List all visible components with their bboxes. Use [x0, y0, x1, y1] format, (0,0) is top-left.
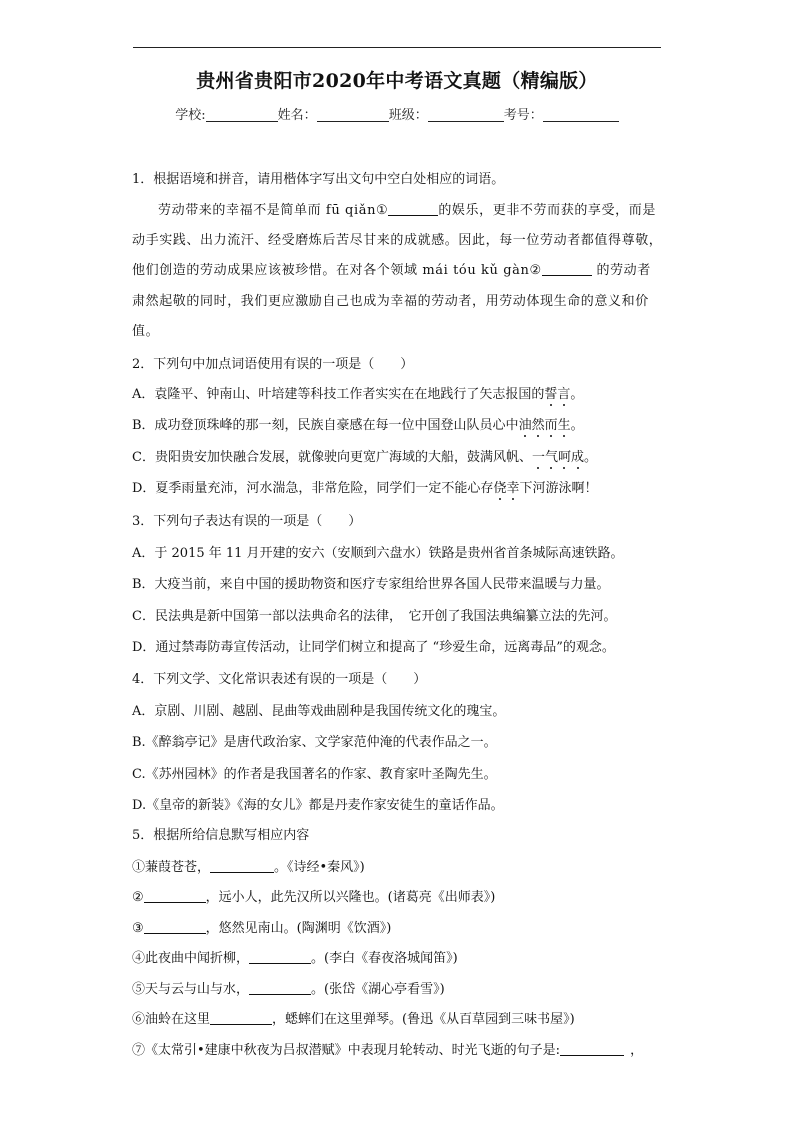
dotted-char: 侥 — [493, 481, 507, 496]
q5-item-4 — [132, 949, 458, 969]
item-text: ，悠然见南山。(陶渊明《饮酒》) — [205, 921, 392, 936]
item-text: ，远小人，此先汉所以兴隆也。(诸葛亮《出师表》) — [205, 890, 496, 905]
q2-stem: 2．下列句中加点词语使用有误的一项是（ ） — [132, 357, 414, 372]
q5-item-2 — [132, 888, 495, 908]
q3-option-d[interactable]: D．通过禁毒防毒宣传活动，让同学们树立和提高了 “珍爱生命，远离毒品”的观念。 — [132, 640, 615, 655]
item-text: ② — [132, 890, 144, 905]
dotted-char: 而 — [544, 418, 558, 433]
option-text: 下河游泳啊！ — [519, 481, 598, 496]
q1-passage-line-2: 动手实践、出力流汗、经受磨炼后苦尽甘来的成就感。因此，每一位劳动者都值得尊敬， — [132, 233, 663, 248]
q2-option-b[interactable] — [132, 416, 584, 436]
item-text: 。(张岱《湖心亭看雪》) — [311, 982, 445, 997]
name-blank[interactable] — [317, 107, 389, 122]
dotted-char: 呵 — [557, 450, 571, 465]
q1-passage-line-4: 肃然起敬的同时，我们更应激励自己也成为幸福的劳动者，用劳动体现生命的意义和价 — [132, 294, 649, 309]
q5-item-5 — [132, 980, 445, 1000]
q4-option-c[interactable]: C.《苏州园林》的作者是我国著名的作家、教育家叶圣陶先生。 — [132, 767, 497, 782]
dotted-char: 誓 — [544, 387, 558, 402]
page-title: 贵州省贵阳市2020年中考语文真题（精编版） — [196, 70, 598, 92]
q1-text-part: 的娱乐，更非不劳而获的享受，而是 — [438, 203, 656, 218]
q5-blank-7[interactable] — [560, 1041, 624, 1056]
option-text: C．贵阳贵安加快融合发展，就像驶向更宽广海域的大船，鼓满风帆、 — [132, 450, 532, 465]
item-text: ⑥油蛉在这里 — [132, 1012, 211, 1027]
item-text: ③ — [132, 921, 144, 936]
q4-stem: 4．下列文学、文化常识表述有误的一项是（ ） — [132, 672, 427, 687]
dotted-char: 气 — [544, 450, 558, 465]
dotted-char: 一 — [531, 450, 545, 465]
q1-text-part: 劳动带来的幸福不是简单而 fū qiǎn① — [158, 203, 389, 218]
q1-passage-line-1 — [158, 201, 656, 221]
q1-text-part: 他们创造的劳动成果应该被珍惜。在对各个领域 mái tóu kǔ gàn② — [132, 263, 542, 278]
q2-option-a[interactable] — [132, 385, 583, 405]
dotted-char: 生 — [557, 418, 571, 433]
q5-item-1 — [132, 858, 365, 878]
item-text: ，蟋蟀们在这里弹琴。(鲁迅《从百草园到三味书屋》) — [272, 1012, 575, 1027]
q5-blank-6[interactable] — [210, 1010, 272, 1025]
dotted-char: 然 — [531, 418, 545, 433]
dotted-char: 幸 — [506, 481, 520, 496]
number-label: 考号： — [503, 108, 543, 123]
q5-item-7 — [132, 1041, 643, 1061]
option-text: A．袁隆平、钟南山、叶培建等科技工作者实实在在地践行了矢志报国的 — [132, 387, 545, 402]
school-label: 学校: — [175, 108, 206, 123]
dotted-char: 油 — [518, 418, 532, 433]
item-text: 。《诗经•秦风》) — [274, 860, 365, 875]
name-label: 姓名： — [277, 108, 317, 123]
class-label: 班级： — [388, 108, 428, 123]
q1-stem: 1．根据语境和拼音，请用楷体字写出文句中空白处相应的词语。 — [132, 172, 505, 187]
q2-option-c[interactable] — [132, 448, 597, 468]
q2-option-d[interactable] — [132, 479, 597, 499]
number-blank[interactable] — [543, 107, 619, 122]
q5-blank-2[interactable] — [144, 888, 206, 903]
school-blank[interactable] — [206, 107, 278, 122]
q1-passage-line-5: 值。 — [132, 324, 160, 339]
q3-stem: 3．下列句子表达有误的一项是（ ） — [132, 514, 362, 529]
item-text: ④此夜曲中闻折柳， — [132, 951, 250, 966]
q1-blank-2[interactable] — [542, 261, 592, 276]
student-info-row — [0, 104, 794, 123]
q5-item-6 — [132, 1010, 575, 1030]
header-rule — [133, 47, 661, 48]
q5-blank-1[interactable] — [210, 858, 274, 873]
option-text: 。 — [570, 387, 584, 402]
q5-blank-5[interactable] — [249, 980, 311, 995]
q1-passage-line-3 — [132, 261, 651, 281]
option-text: 。 — [570, 418, 584, 433]
q1-blank-1[interactable] — [388, 201, 438, 216]
q4-option-b[interactable]: B.《醉翁亭记》是唐代政治家、文学家范仲淹的代表作品之一。 — [132, 735, 497, 750]
q3-option-c[interactable]: C．民法典是新中国第一部以法典命名的法律， 它开创了我国法典编纂立法的先河。 — [132, 609, 617, 624]
item-text: ⑦《太常引•建康中秋夜为吕叔潜赋》中表现月轮转动、时光飞逝的句子是: — [132, 1043, 561, 1058]
option-text: D．夏季雨量充沛，河水湍急，非常危险，同学们一定不能心存 — [132, 481, 494, 496]
q1-text-part: 的劳动者 — [591, 263, 651, 278]
q3-option-a[interactable]: A．于 2015 年 11 月开建的安六（安顺到六盘水）铁路是贵州省首条城际高速铁路。 — [132, 546, 624, 561]
q5-blank-4[interactable] — [249, 949, 311, 964]
class-blank[interactable] — [428, 107, 504, 122]
q4-option-a[interactable]: A．京剧、川剧、越剧、昆曲等戏曲剧种是我国传统文化的瑰宝。 — [132, 704, 506, 719]
item-text: ①蒹葭苍苍， — [132, 860, 211, 875]
q3-option-b[interactable]: B．大疫当前，来自中国的援助物资和医疗专家组给世界各国人民带来温暖与力量。 — [132, 577, 610, 592]
dotted-char: 言 — [557, 387, 571, 402]
option-text: B．成功登顶珠峰的那一刻，民族自豪感在每一位中国登山队员心中 — [132, 418, 519, 433]
item-text: 。(李白《春夜洛城闻笛》) — [311, 951, 458, 966]
q4-option-d[interactable]: D.《皇帝的新装》《海的女儿》都是丹麦作家安徒生的童话作品。 — [132, 798, 504, 813]
option-text: 。 — [584, 450, 598, 465]
q5-item-3 — [132, 919, 391, 939]
dotted-char: 成 — [571, 450, 585, 465]
q5-blank-3[interactable] — [144, 919, 206, 934]
item-text: ⑤天与云与山与水， — [132, 982, 250, 997]
item-text: ， — [630, 1043, 644, 1058]
q5-stem: 5．根据所给信息默写相应内容 — [132, 828, 310, 843]
